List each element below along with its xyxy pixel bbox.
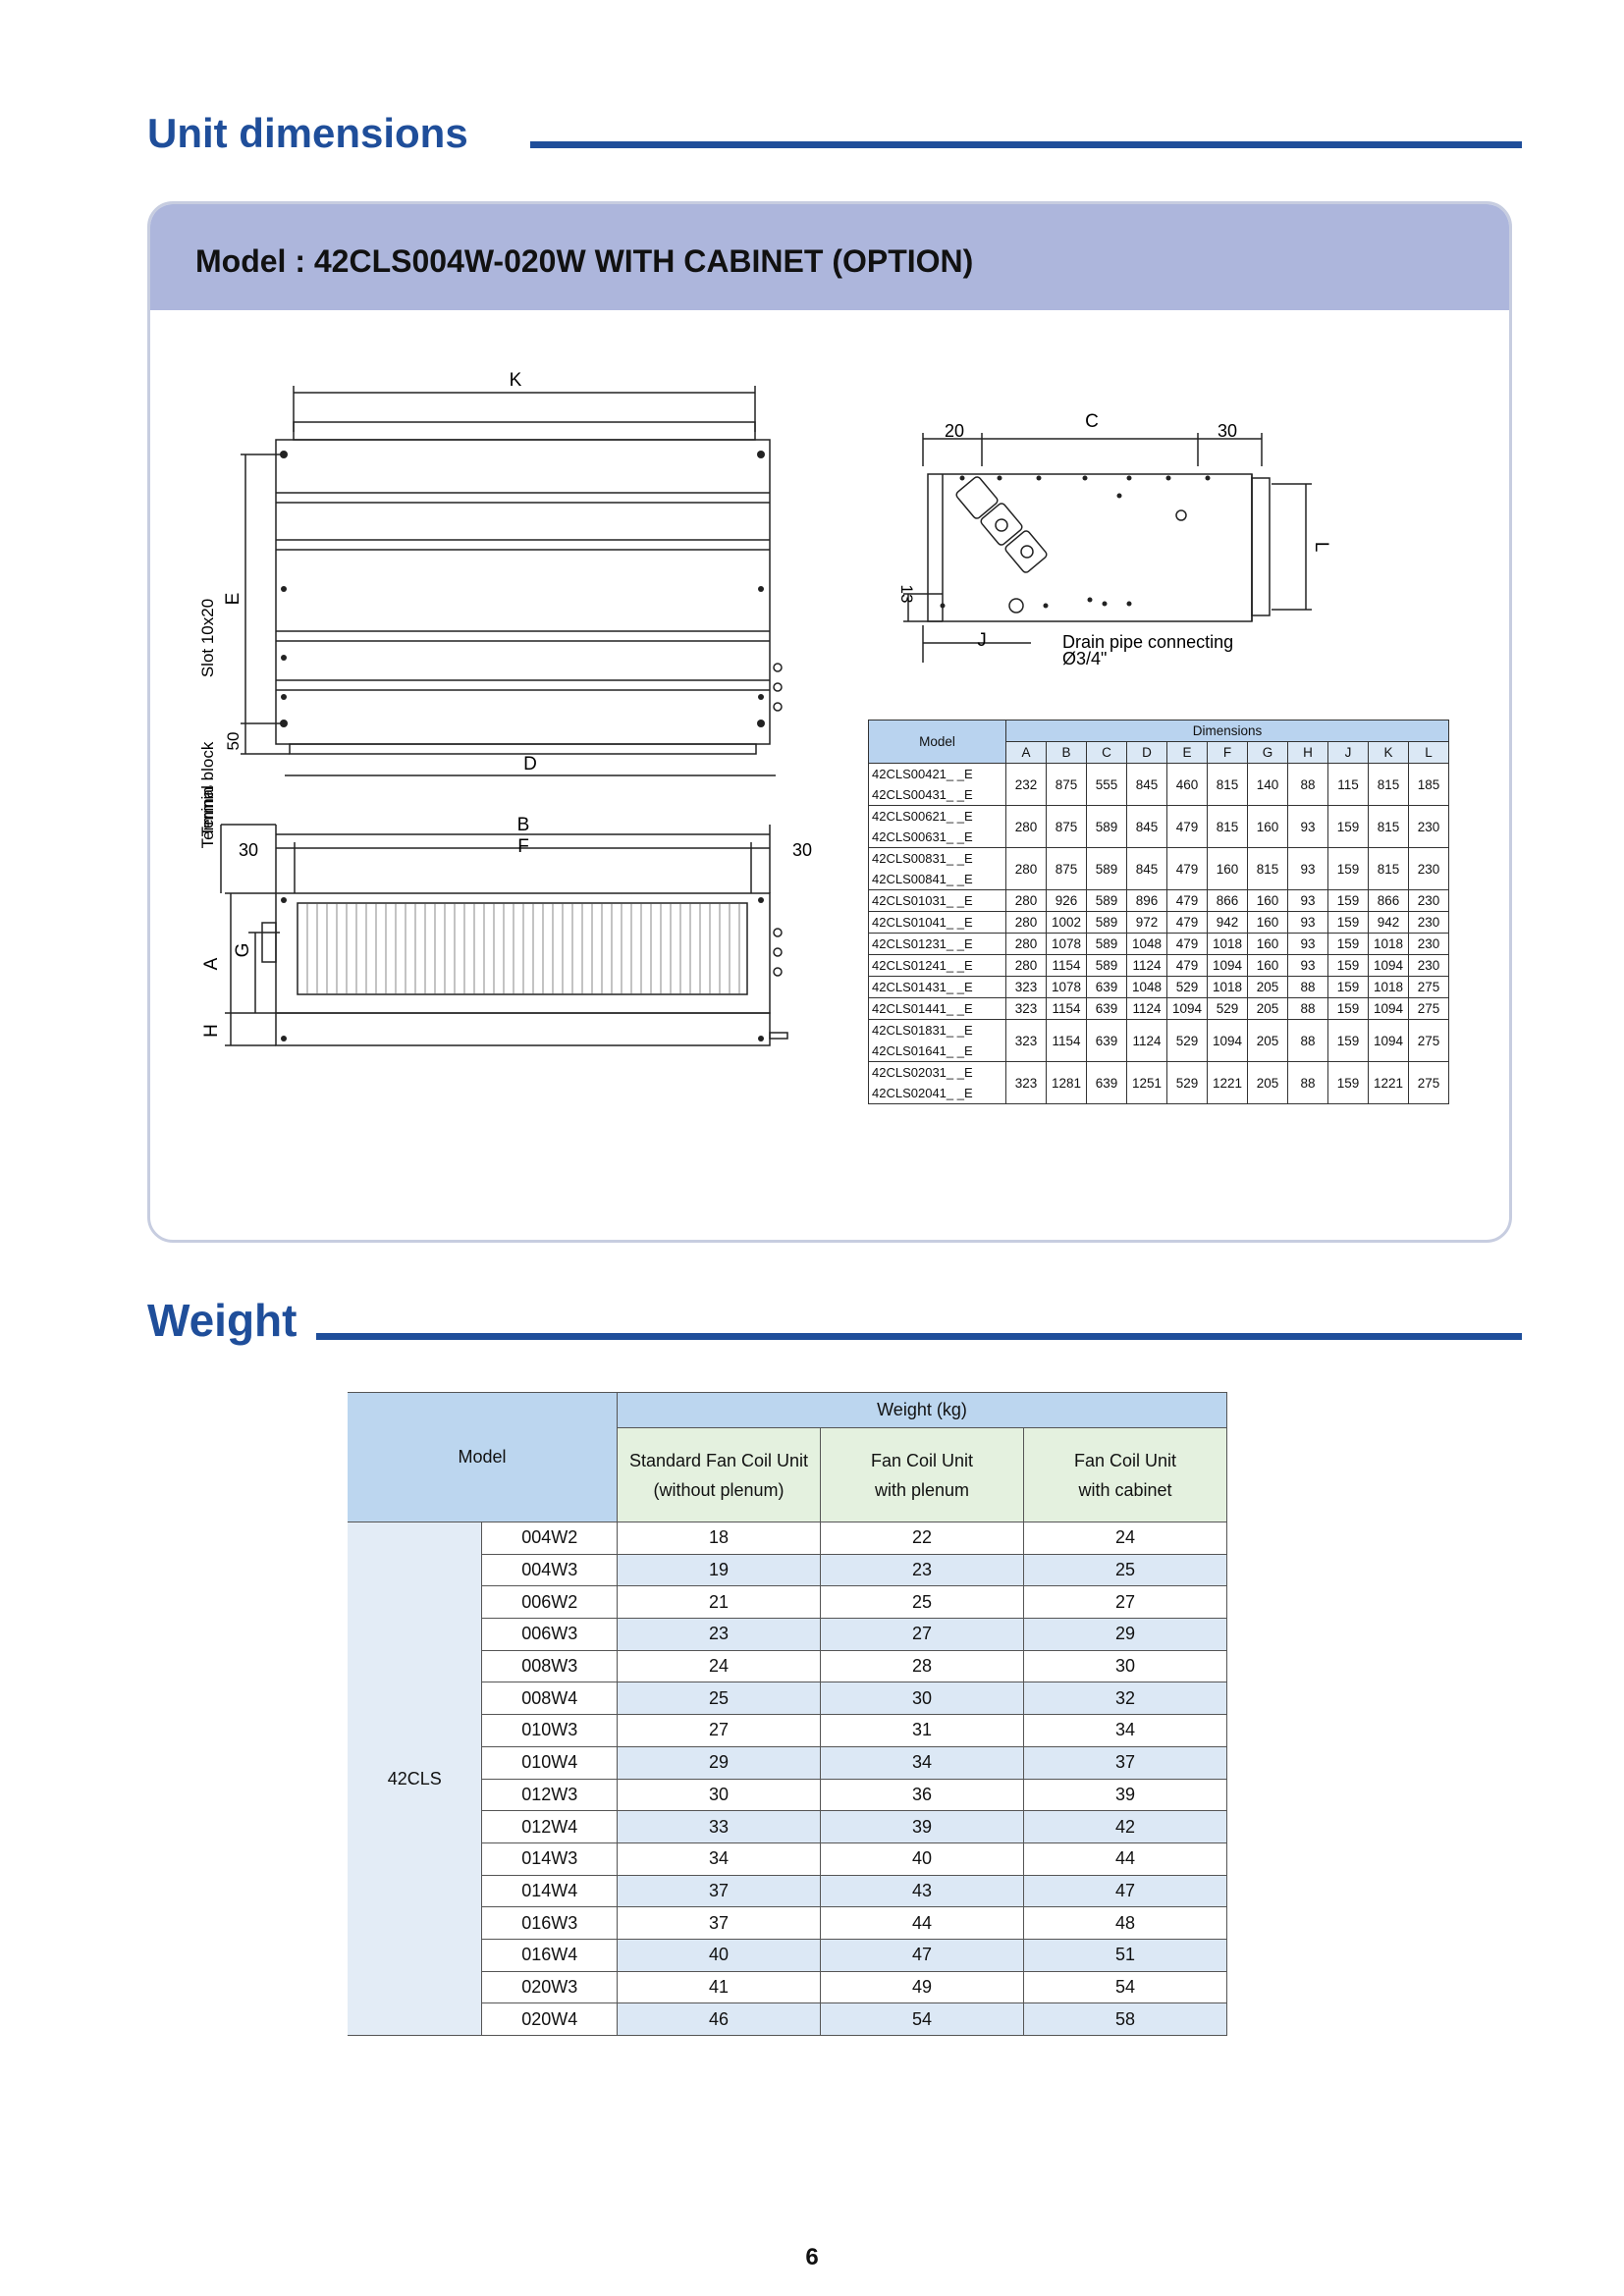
dim-value-cell: 1048 bbox=[1127, 934, 1167, 955]
weight-table bbox=[348, 1392, 1227, 2036]
weight-model-cell: 006W2 bbox=[482, 1586, 618, 1619]
weight-value-cell: 31 bbox=[821, 1715, 1024, 1747]
dim-value-cell: 205 bbox=[1248, 1062, 1288, 1104]
dim-value-cell: 589 bbox=[1087, 848, 1127, 890]
side-view-drawing bbox=[884, 398, 1335, 682]
dim-value-cell: 280 bbox=[1006, 934, 1047, 955]
weight-column-header bbox=[821, 1428, 1024, 1522]
dim-value-cell: 589 bbox=[1087, 912, 1127, 934]
dim-value-cell: 88 bbox=[1288, 764, 1328, 806]
dim-table-row bbox=[869, 848, 1449, 890]
dim-value-cell: 972 bbox=[1127, 912, 1167, 934]
weight-value-cell: 43 bbox=[821, 1875, 1024, 1907]
weight-family-cell: 42CLS bbox=[348, 1522, 482, 2036]
dim-value-cell: 323 bbox=[1006, 1020, 1047, 1062]
weight-value-cell: 30 bbox=[618, 1779, 821, 1811]
dim-value-cell: 232 bbox=[1006, 764, 1047, 806]
dim-value-cell: 280 bbox=[1006, 955, 1047, 977]
unit-dimensions-title: Unit dimensions bbox=[147, 110, 468, 156]
label-50: 50 bbox=[224, 731, 243, 751]
dim-table-row bbox=[869, 977, 1449, 998]
weight-value-cell: 58 bbox=[1024, 2003, 1227, 2036]
dim-value-cell: 140 bbox=[1248, 764, 1288, 806]
label-j: J bbox=[977, 630, 987, 651]
dim-value-cell: 1018 bbox=[1208, 977, 1248, 998]
dim-model-name: 42CLS01441_ _E bbox=[872, 1001, 973, 1016]
weight-value-cell: 23 bbox=[618, 1619, 821, 1651]
weight-value-cell: 23 bbox=[821, 1554, 1024, 1586]
weight-value-cell: 40 bbox=[821, 1842, 1024, 1875]
label-d: D bbox=[523, 756, 537, 774]
label-k: K bbox=[509, 370, 522, 391]
weight-model-cell: 012W4 bbox=[482, 1811, 618, 1843]
dim-value-cell: 589 bbox=[1087, 890, 1127, 912]
dim-value-cell: 93 bbox=[1288, 934, 1328, 955]
weight-column-line2: (without plenum) bbox=[653, 1479, 785, 1500]
dim-value-cell: 159 bbox=[1328, 848, 1369, 890]
dim-value-cell: 275 bbox=[1409, 1062, 1449, 1104]
dim-value-cell: 159 bbox=[1328, 1062, 1369, 1104]
dim-value-cell: 529 bbox=[1167, 1020, 1208, 1062]
dim-value-cell: 280 bbox=[1006, 848, 1047, 890]
dim-value-cell: 479 bbox=[1167, 806, 1208, 848]
dim-value-cell: 159 bbox=[1328, 955, 1369, 977]
dim-model-header: Model bbox=[869, 721, 1006, 764]
unit-dimensions-rule bbox=[530, 141, 1522, 148]
dim-value-cell: 160 bbox=[1248, 934, 1288, 955]
weight-value-cell: 37 bbox=[1024, 1746, 1227, 1779]
dim-value-cell: 159 bbox=[1328, 806, 1369, 848]
dim-model-cell bbox=[869, 934, 1006, 955]
d-dimension bbox=[275, 756, 785, 785]
dim-table-row bbox=[869, 998, 1449, 1020]
dim-table-row bbox=[869, 890, 1449, 912]
weight-model-cell: 004W2 bbox=[482, 1522, 618, 1555]
weight-value-cell: 46 bbox=[618, 2003, 821, 2036]
weight-value-cell: 48 bbox=[1024, 1907, 1227, 1940]
dim-value-cell: 1018 bbox=[1208, 934, 1248, 955]
drain-label-2: Ø3/4" bbox=[1062, 649, 1108, 668]
dim-value-cell: 230 bbox=[1409, 912, 1449, 934]
weight-value-cell: 33 bbox=[618, 1811, 821, 1843]
dim-value-cell: 926 bbox=[1047, 890, 1087, 912]
dim-value-cell: 1251 bbox=[1127, 1062, 1167, 1104]
weight-value-cell: 29 bbox=[618, 1746, 821, 1779]
dim-value-cell: 323 bbox=[1006, 977, 1047, 998]
dim-value-cell: 1018 bbox=[1369, 977, 1409, 998]
dim-value-cell: 1124 bbox=[1127, 955, 1167, 977]
dim-value-cell: 160 bbox=[1208, 848, 1248, 890]
dim-table-row bbox=[869, 955, 1449, 977]
weight-value-cell: 27 bbox=[1024, 1586, 1227, 1619]
dim-value-cell: 1094 bbox=[1208, 1020, 1248, 1062]
dim-value-cell: 845 bbox=[1127, 848, 1167, 890]
dim-model-name: 42CLS00841_ _E bbox=[872, 872, 973, 886]
dim-column-header: E bbox=[1167, 742, 1208, 764]
dim-value-cell: 815 bbox=[1248, 848, 1288, 890]
dim-value-cell: 479 bbox=[1167, 912, 1208, 934]
weight-column-line1: Fan Coil Unit bbox=[1073, 1450, 1177, 1470]
weight-value-cell: 47 bbox=[821, 1939, 1024, 1971]
dim-value-cell: 159 bbox=[1328, 912, 1369, 934]
dim-value-cell: 845 bbox=[1127, 764, 1167, 806]
dim-value-cell: 866 bbox=[1369, 890, 1409, 912]
dim-value-cell: 160 bbox=[1248, 806, 1288, 848]
weight-value-cell: 28 bbox=[821, 1650, 1024, 1682]
label-20: 20 bbox=[944, 421, 965, 441]
dim-value-cell: 1018 bbox=[1369, 934, 1409, 955]
dim-value-cell: 639 bbox=[1087, 998, 1127, 1020]
label-30-right: 30 bbox=[791, 840, 813, 860]
weight-model-cell: 006W3 bbox=[482, 1619, 618, 1651]
weight-model-cell: 016W3 bbox=[482, 1907, 618, 1940]
weight-value-cell: 51 bbox=[1024, 1939, 1227, 1971]
weight-value-cell: 30 bbox=[821, 1682, 1024, 1715]
dim-column-header: F bbox=[1208, 742, 1248, 764]
weight-value-cell: 54 bbox=[1024, 1971, 1227, 2003]
dim-value-cell: 159 bbox=[1328, 890, 1369, 912]
dim-value-cell: 529 bbox=[1167, 977, 1208, 998]
dim-value-cell: 160 bbox=[1248, 912, 1288, 934]
weight-column-line1: Standard Fan Coil Unit bbox=[628, 1450, 809, 1470]
dim-value-cell: 1002 bbox=[1047, 912, 1087, 934]
dim-value-cell: 529 bbox=[1167, 1062, 1208, 1104]
label-l: L bbox=[1311, 541, 1331, 553]
label-30-top: 30 bbox=[1217, 421, 1238, 441]
weight-value-cell: 24 bbox=[618, 1650, 821, 1682]
dim-value-cell: 1094 bbox=[1369, 1020, 1409, 1062]
dim-value-cell: 280 bbox=[1006, 806, 1047, 848]
weight-model-cell: 008W3 bbox=[482, 1650, 618, 1682]
page-number: 6 bbox=[805, 2244, 819, 2270]
dim-value-cell: 875 bbox=[1047, 806, 1087, 848]
weight-value-cell: 39 bbox=[1024, 1779, 1227, 1811]
weight-value-cell: 34 bbox=[1024, 1715, 1227, 1747]
weight-value-cell: 29 bbox=[1024, 1619, 1227, 1651]
weight-model-cell: 020W3 bbox=[482, 1971, 618, 2003]
weight-value-cell: 30 bbox=[1024, 1650, 1227, 1682]
terminal-block-label: Terminal block bbox=[198, 741, 217, 849]
weight-value-cell: 47 bbox=[1024, 1875, 1227, 1907]
dim-column-header: L bbox=[1409, 742, 1449, 764]
dim-value-cell: 159 bbox=[1328, 934, 1369, 955]
dim-model-cell bbox=[869, 977, 1006, 998]
dim-value-cell: 479 bbox=[1167, 955, 1208, 977]
weight-value-cell: 32 bbox=[1024, 1682, 1227, 1715]
dim-value-cell: 159 bbox=[1328, 977, 1369, 998]
weight-model-cell: 008W4 bbox=[482, 1682, 618, 1715]
dim-value-cell: 230 bbox=[1409, 890, 1449, 912]
dim-model-name: 42CLS00621_ _E bbox=[872, 809, 973, 824]
weight-value-cell: 49 bbox=[821, 1971, 1024, 2003]
dimensions-table bbox=[868, 720, 1449, 1104]
dim-table-row bbox=[869, 764, 1449, 806]
label-b: B bbox=[516, 815, 530, 835]
dim-model-cell bbox=[869, 848, 1006, 890]
weight-value-cell: 25 bbox=[1024, 1554, 1227, 1586]
dim-column-header: C bbox=[1087, 742, 1127, 764]
weight-model-cell: 010W3 bbox=[482, 1715, 618, 1747]
weight-value-cell: 18 bbox=[618, 1522, 821, 1555]
dim-value-cell: 639 bbox=[1087, 1020, 1127, 1062]
dim-value-cell: 93 bbox=[1288, 848, 1328, 890]
dim-value-cell: 639 bbox=[1087, 1062, 1127, 1104]
dim-value-cell: 1094 bbox=[1369, 998, 1409, 1020]
dim-value-cell: 230 bbox=[1409, 934, 1449, 955]
label-h: H bbox=[201, 1024, 222, 1038]
dim-value-cell: 845 bbox=[1127, 806, 1167, 848]
dim-model-cell bbox=[869, 955, 1006, 977]
dim-column-header: J bbox=[1328, 742, 1369, 764]
weight-model-cell: 012W3 bbox=[482, 1779, 618, 1811]
dim-value-cell: 479 bbox=[1167, 934, 1208, 955]
dim-model-cell bbox=[869, 1020, 1006, 1062]
dim-value-cell: 460 bbox=[1167, 764, 1208, 806]
weight-model-cell: 020W4 bbox=[482, 2003, 618, 2036]
label-f: F bbox=[517, 836, 529, 857]
dim-table-row bbox=[869, 1062, 1449, 1104]
dim-value-cell: 815 bbox=[1369, 848, 1409, 890]
dim-value-cell: 1281 bbox=[1047, 1062, 1087, 1104]
dim-value-cell: 1094 bbox=[1369, 955, 1409, 977]
weight-value-cell: 44 bbox=[1024, 1842, 1227, 1875]
dim-value-cell: 205 bbox=[1248, 1020, 1288, 1062]
weight-value-cell: 27 bbox=[618, 1715, 821, 1747]
dim-value-cell: 323 bbox=[1006, 998, 1047, 1020]
dim-value-cell: 280 bbox=[1006, 912, 1047, 934]
dim-model-cell bbox=[869, 806, 1006, 848]
dim-table-row bbox=[869, 912, 1449, 934]
dim-value-cell: 639 bbox=[1087, 977, 1127, 998]
drain-label-1: Drain pipe connecting bbox=[1062, 632, 1234, 652]
dim-value-cell: 1124 bbox=[1127, 1020, 1167, 1062]
weight-value-cell: 44 bbox=[821, 1907, 1024, 1940]
dim-table-row bbox=[869, 1020, 1449, 1062]
dim-model-cell bbox=[869, 890, 1006, 912]
dim-model-name: 42CLS00431_ _E bbox=[872, 787, 973, 802]
dim-model-name: 42CLS00631_ _E bbox=[872, 829, 973, 844]
dim-value-cell: 896 bbox=[1127, 890, 1167, 912]
dim-model-cell bbox=[869, 998, 1006, 1020]
weight-value-cell: 34 bbox=[618, 1842, 821, 1875]
dim-table-row bbox=[869, 934, 1449, 955]
dim-value-cell: 160 bbox=[1248, 890, 1288, 912]
dim-model-name: 42CLS01231_ _E bbox=[872, 936, 973, 951]
dim-value-cell: 1048 bbox=[1127, 977, 1167, 998]
weight-model-cell: 004W3 bbox=[482, 1554, 618, 1586]
weight-value-cell: 24 bbox=[1024, 1522, 1227, 1555]
weight-value-cell: 27 bbox=[821, 1619, 1024, 1651]
weight-title: Weight bbox=[147, 1295, 298, 1346]
weight-column-line2: with cabinet bbox=[1078, 1479, 1172, 1500]
dim-model-name: 42CLS02041_ _E bbox=[872, 1086, 973, 1100]
dim-value-cell: 815 bbox=[1369, 806, 1409, 848]
weight-value-cell: 36 bbox=[821, 1779, 1024, 1811]
weight-value-cell: 37 bbox=[618, 1875, 821, 1907]
weight-value-cell: 19 bbox=[618, 1554, 821, 1586]
dim-value-cell: 815 bbox=[1208, 764, 1248, 806]
label-a: A bbox=[201, 957, 222, 971]
weight-value-cell: 21 bbox=[618, 1586, 821, 1619]
weight-rule bbox=[316, 1333, 1522, 1340]
dim-model-name: 42CLS00421_ _E bbox=[872, 767, 973, 781]
dim-model-name: 42CLS01641_ _E bbox=[872, 1043, 973, 1058]
dim-value-cell: 275 bbox=[1409, 998, 1449, 1020]
dim-value-cell: 93 bbox=[1288, 890, 1328, 912]
front-view-drawing bbox=[191, 785, 820, 1060]
dim-value-cell: 479 bbox=[1167, 890, 1208, 912]
dim-value-cell: 875 bbox=[1047, 848, 1087, 890]
dim-value-cell: 275 bbox=[1409, 1020, 1449, 1062]
dim-value-cell: 159 bbox=[1328, 1020, 1369, 1062]
weight-column-line2: with plenum bbox=[874, 1479, 970, 1500]
dim-value-cell: 230 bbox=[1409, 955, 1449, 977]
terminal-block-label-wrap bbox=[191, 721, 231, 869]
label-slot: Slot 10x20 bbox=[198, 598, 217, 678]
dim-value-cell: 815 bbox=[1208, 806, 1248, 848]
weight-value-cell: 40 bbox=[618, 1939, 821, 1971]
dim-value-cell: 1078 bbox=[1047, 977, 1087, 998]
dim-value-cell: 589 bbox=[1087, 806, 1127, 848]
label-30-left: 30 bbox=[238, 840, 259, 860]
dim-value-cell: 866 bbox=[1208, 890, 1248, 912]
dim-value-cell: 1221 bbox=[1208, 1062, 1248, 1104]
weight-column-line1: Fan Coil Unit bbox=[870, 1450, 974, 1470]
dim-model-cell bbox=[869, 912, 1006, 934]
dim-column-header: K bbox=[1369, 742, 1409, 764]
weight-model-cell: 016W4 bbox=[482, 1939, 618, 1971]
dim-value-cell: 205 bbox=[1248, 977, 1288, 998]
dim-model-cell bbox=[869, 764, 1006, 806]
dim-value-cell: 323 bbox=[1006, 1062, 1047, 1104]
dim-value-cell: 1094 bbox=[1208, 955, 1248, 977]
dim-model-name: 42CLS01241_ _E bbox=[872, 958, 973, 973]
dim-value-cell: 88 bbox=[1288, 998, 1328, 1020]
top-view-drawing bbox=[191, 368, 800, 761]
dim-value-cell: 555 bbox=[1087, 764, 1127, 806]
dim-value-cell: 479 bbox=[1167, 848, 1208, 890]
dim-value-cell: 1154 bbox=[1047, 1020, 1087, 1062]
dim-value-cell: 93 bbox=[1288, 955, 1328, 977]
dim-value-cell: 159 bbox=[1328, 998, 1369, 1020]
weight-value-cell: 54 bbox=[821, 2003, 1024, 2036]
dim-value-cell: 88 bbox=[1288, 1062, 1328, 1104]
weight-value-cell: 42 bbox=[1024, 1811, 1227, 1843]
dim-model-cell bbox=[869, 1062, 1006, 1104]
weight-model-cell: 014W3 bbox=[482, 1842, 618, 1875]
model-title: Model : 42CLS004W-020W WITH CABINET (OPTION) bbox=[195, 243, 974, 279]
dim-value-cell: 589 bbox=[1087, 955, 1127, 977]
weight-table-row bbox=[348, 1522, 1227, 1555]
dim-value-cell: 88 bbox=[1288, 977, 1328, 998]
dim-model-name: 42CLS01831_ _E bbox=[872, 1023, 973, 1038]
weight-value-cell: 22 bbox=[821, 1522, 1024, 1555]
label-c: C bbox=[1085, 411, 1099, 432]
dim-table-body bbox=[869, 764, 1449, 1104]
dim-value-cell: 205 bbox=[1248, 998, 1288, 1020]
dim-value-cell: 93 bbox=[1288, 912, 1328, 934]
dim-value-cell: 1094 bbox=[1167, 998, 1208, 1020]
dim-value-cell: 942 bbox=[1369, 912, 1409, 934]
dim-value-cell: 1124 bbox=[1127, 998, 1167, 1020]
weight-kg-header: Weight (kg) bbox=[618, 1393, 1227, 1428]
weight-column-header bbox=[1024, 1428, 1227, 1522]
dim-table-row bbox=[869, 806, 1449, 848]
weight-table-body bbox=[348, 1522, 1227, 2036]
dim-model-name: 42CLS01041_ _E bbox=[872, 915, 973, 930]
dim-dimensions-header: Dimensions bbox=[1006, 721, 1449, 742]
weight-model-cell: 010W4 bbox=[482, 1746, 618, 1779]
dim-value-cell: 815 bbox=[1369, 764, 1409, 806]
weight-model-header: Model bbox=[348, 1393, 618, 1522]
label-g: G bbox=[233, 942, 253, 958]
panel-header bbox=[150, 204, 1509, 310]
weight-column-header bbox=[618, 1428, 821, 1522]
dim-value-cell: 275 bbox=[1409, 977, 1449, 998]
dim-column-header: B bbox=[1047, 742, 1087, 764]
weight-value-cell: 25 bbox=[618, 1682, 821, 1715]
dim-value-cell: 1078 bbox=[1047, 934, 1087, 955]
weight-value-cell: 37 bbox=[618, 1907, 821, 1940]
dim-value-cell: 1221 bbox=[1369, 1062, 1409, 1104]
dim-column-header: G bbox=[1248, 742, 1288, 764]
dim-value-cell: 942 bbox=[1208, 912, 1248, 934]
weight-model-cell: 014W4 bbox=[482, 1875, 618, 1907]
dim-column-header: D bbox=[1127, 742, 1167, 764]
label-13: 13 bbox=[897, 584, 916, 604]
dim-model-name: 42CLS01431_ _E bbox=[872, 980, 973, 994]
dim-value-cell: 589 bbox=[1087, 934, 1127, 955]
dim-value-cell: 230 bbox=[1409, 806, 1449, 848]
weight-value-cell: 34 bbox=[821, 1746, 1024, 1779]
weight-value-cell: 25 bbox=[821, 1586, 1024, 1619]
dim-value-cell: 93 bbox=[1288, 806, 1328, 848]
dim-model-name: 42CLS02031_ _E bbox=[872, 1065, 973, 1080]
dim-value-cell: 1154 bbox=[1047, 998, 1087, 1020]
dim-value-cell: 88 bbox=[1288, 1020, 1328, 1062]
dim-column-header: A bbox=[1006, 742, 1047, 764]
dim-value-cell: 280 bbox=[1006, 890, 1047, 912]
dim-value-cell: 1154 bbox=[1047, 955, 1087, 977]
label-e: E bbox=[223, 592, 244, 606]
weight-value-cell: 39 bbox=[821, 1811, 1024, 1843]
dim-value-cell: 160 bbox=[1248, 955, 1288, 977]
dim-value-cell: 529 bbox=[1208, 998, 1248, 1020]
dim-value-cell: 115 bbox=[1328, 764, 1369, 806]
dim-model-name: 42CLS00831_ _E bbox=[872, 851, 973, 866]
weight-value-cell: 41 bbox=[618, 1971, 821, 2003]
dim-column-header: H bbox=[1288, 742, 1328, 764]
dim-model-name: 42CLS01031_ _E bbox=[872, 893, 973, 908]
dim-value-cell: 875 bbox=[1047, 764, 1087, 806]
dim-value-cell: 230 bbox=[1409, 848, 1449, 890]
dim-value-cell: 185 bbox=[1409, 764, 1449, 806]
